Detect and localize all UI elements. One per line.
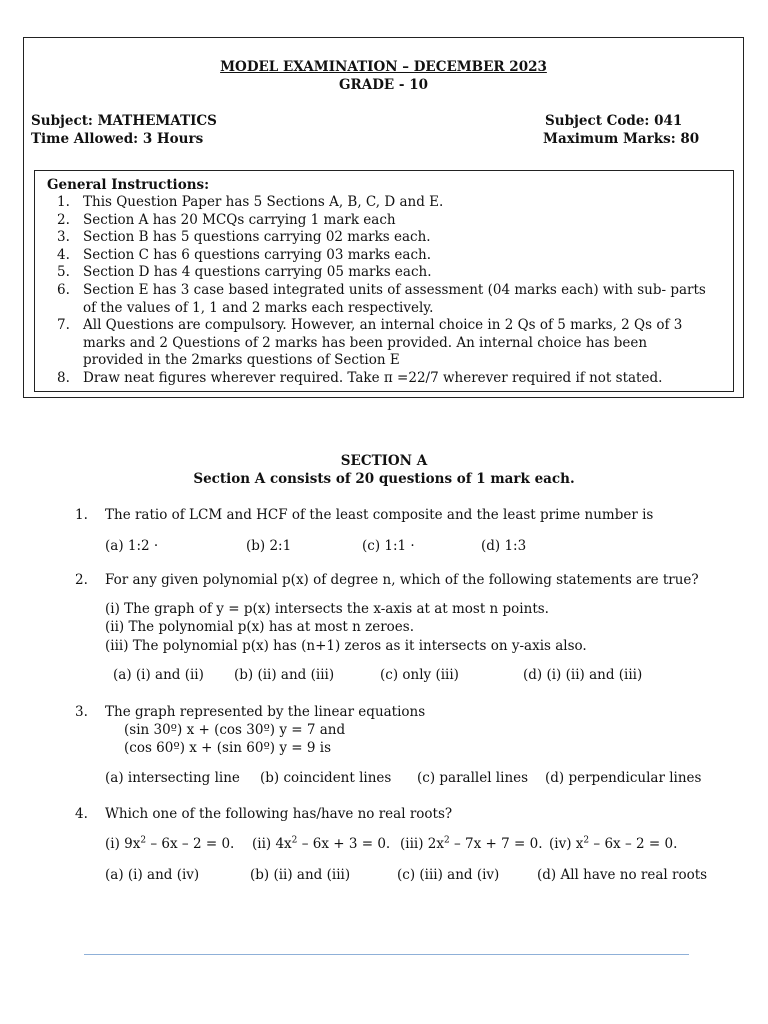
maximum-marks: Maximum Marks: 80 [543, 131, 700, 147]
option-d: (d) All have no real roots [537, 867, 708, 883]
subject-code: Subject Code: 041 [545, 113, 683, 129]
equation-i: (i) $9x^2 - 6x - 2 = 0$. [105, 835, 235, 852]
option-b: (b) (ii) and (iii) [250, 867, 351, 883]
instruction-item: 8. Draw neat figures wherever required. Take π =22/7 wherever required if not stated. [57, 369, 663, 386]
statement-i: (i) The graph of y = p(x) intersects the x-axis at at most n points. [105, 601, 549, 617]
footer-divider [84, 954, 689, 955]
equation-iii: (iii) $2x^2 - 7x + 7 = 0$. [400, 835, 543, 852]
grade-label: GRADE - 10 [338, 77, 428, 93]
section-a-subtitle: Section A consists of 20 questions of 1 mark each. [193, 471, 575, 487]
instruction-item: 5. Section D has 4 questions carrying 05 marks each. [57, 264, 432, 281]
instruction-item: 6. Section E has 3 case based integrated units of assessment (04 marks each) with sub- parts of the values of 1, 1 and 2 marks each respectively. [57, 281, 706, 316]
question-number: 1. [75, 507, 88, 523]
statement-ii: (ii) The polynomial p(x) has at most n zeroes. [105, 619, 415, 635]
question-text: The ratio of LCM and HCF of the least composite and the least prime number is [105, 507, 654, 523]
equation-iv: (iv) $x^2 - 6x - 2 = 0$. [549, 835, 678, 852]
exam-header-box [23, 37, 744, 398]
option-c: (c) parallel lines [417, 770, 529, 786]
instruction-item: 2. Section A has 20 MCQs carrying 1 mark each [57, 211, 396, 228]
subject-label: Subject: MATHEMATICS [31, 113, 217, 129]
question-number: 4. [75, 806, 88, 822]
instruction-item: 4. Section C has 6 questions carrying 03 marks each. [57, 246, 432, 263]
option-d: (d) (i) (ii) and (iii) [523, 667, 643, 683]
option-a: (a) intersecting line [105, 770, 240, 786]
option-b: (b) coincident lines [260, 770, 392, 786]
exam-title: MODEL EXAMINATION – DECEMBER 2023 [220, 59, 547, 75]
general-instructions-box [34, 170, 734, 392]
option-c: (c) only (iii) [380, 667, 459, 683]
equation-2: (cos 60º) x + (sin 60º) y = 9 is [124, 740, 331, 756]
question-text: The graph represented by the linear equations [105, 704, 426, 720]
instruction-item: 7. All Questions are compulsory. However, an internal choice in 2 Qs of 5 marks, 2 Qs of 3 marks and 2 Questions of 2 marks has been provided. An internal choice has been provided in the 2marks questions of Section E [57, 317, 683, 369]
time-allowed: Time Allowed: 3 Hours [31, 131, 204, 147]
option-c: (c) 1:1 · [362, 538, 415, 554]
statement-iii: (iii) The polynomial p(x) has (n+1) zeros as it intersects on y-axis also. [105, 638, 587, 654]
option-d: (d) perpendicular lines [545, 770, 702, 786]
instructions-list [57, 194, 727, 388]
option-d: (d) 1:3 [481, 538, 527, 554]
question-number: 3. [75, 704, 88, 720]
instruction-item: 3. Section B has 5 questions carrying 02 marks each. [57, 229, 431, 246]
option-a: (a) 1:2 · [105, 538, 159, 554]
question-number: 2. [75, 572, 88, 588]
option-a: (a) (i) and (ii) [113, 667, 204, 683]
option-b: (b) (ii) and (iii) [234, 667, 335, 683]
equation-ii: (ii) $4x^2 - 6x + 3 = 0$. [252, 835, 391, 852]
instruction-item: 1. This Question Paper has 5 Sections A, B, C, D and E. [57, 194, 444, 210]
instructions-title: General Instructions: [47, 177, 210, 193]
question-text: For any given polynomial p(x) of degree n, which of the following statements are true? [105, 572, 699, 588]
option-b: (b) 2:1 [246, 538, 292, 554]
equation-1: (sin 30º) x + (cos 30º) y = 7 and [124, 722, 346, 738]
option-c: (c) (iii) and (iv) [397, 867, 500, 883]
section-a-title: SECTION A [340, 453, 428, 469]
question-text: Which one of the following has/have no real roots? [105, 806, 453, 822]
option-a: (a) (i) and (iv) [105, 867, 200, 883]
